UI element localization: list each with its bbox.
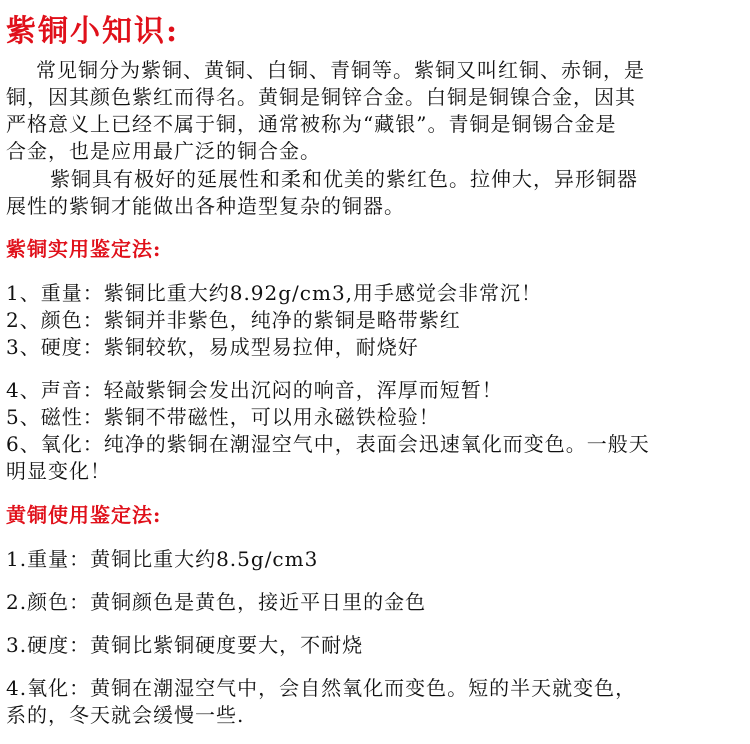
brass-method-item: 4.氧化：黄铜在潮湿空气中，会自然氧化而变色。短的半天就变色， bbox=[6, 676, 637, 700]
copper-method-item: 明显变化！ bbox=[6, 459, 111, 483]
copper-method-item: 6、氧化：纯净的紫铜在潮湿空气中，表面会迅速氧化而变色。一般天 bbox=[6, 432, 650, 456]
copper-method-item: 2、颜色：紫铜并非紫色，纯净的紫铜是略带紫红 bbox=[6, 308, 461, 332]
intro-line: 铜，因其颜色紫红而得名。黄铜是铜锌合金。白铜是铜镍合金，因其 bbox=[6, 85, 636, 109]
brass-method-item: 2.颜色：黄铜颜色是黄色，接近平日里的金色 bbox=[6, 590, 427, 614]
brass-method-item: 系的，冬天就会缓慢一些. bbox=[6, 703, 245, 727]
copper-method-item: 3、硬度：紫铜较软，易成型易拉伸，耐烧好 bbox=[6, 335, 419, 359]
copper-method-item: 4、声音：轻敲紫铜会发出沉闷的响音，浑厚而短暂！ bbox=[6, 378, 503, 402]
section-title-copper: 紫铜实用鉴定法: bbox=[6, 237, 162, 261]
copper-method-item: 1、重量：紫铜比重大约8.92g/cm3,用手感觉会非常沉！ bbox=[6, 281, 543, 305]
intro-line: 严格意义上已经不属于铜，通常被称为“藏银”。青铜是铜锡合金是 bbox=[6, 112, 617, 136]
intro-line: 合金，也是应用最广泛的铜合金。 bbox=[6, 139, 321, 163]
page-title: 紫铜小知识: bbox=[6, 14, 180, 49]
brass-method-item: 3.硬度：黄铜比紫铜硬度要大，不耐烧 bbox=[6, 633, 364, 657]
brass-method-item: 1.重量：黄铜比重大约8.5g/cm3 bbox=[6, 547, 319, 571]
section-title-brass: 黄铜使用鉴定法: bbox=[6, 503, 162, 527]
intro-line: 常见铜分为紫铜、黄铜、白铜、青铜等。紫铜又叫红铜、赤铜，是 bbox=[36, 58, 645, 82]
intro-line: 展性的紫铜才能做出各种造型复杂的铜器。 bbox=[6, 194, 405, 218]
intro-line: 紫铜具有极好的延展性和柔和优美的紫红色。拉伸大，异形铜器 bbox=[50, 167, 638, 191]
copper-method-item: 5、磁性：紫铜不带磁性，可以用永磁铁检验！ bbox=[6, 405, 440, 429]
